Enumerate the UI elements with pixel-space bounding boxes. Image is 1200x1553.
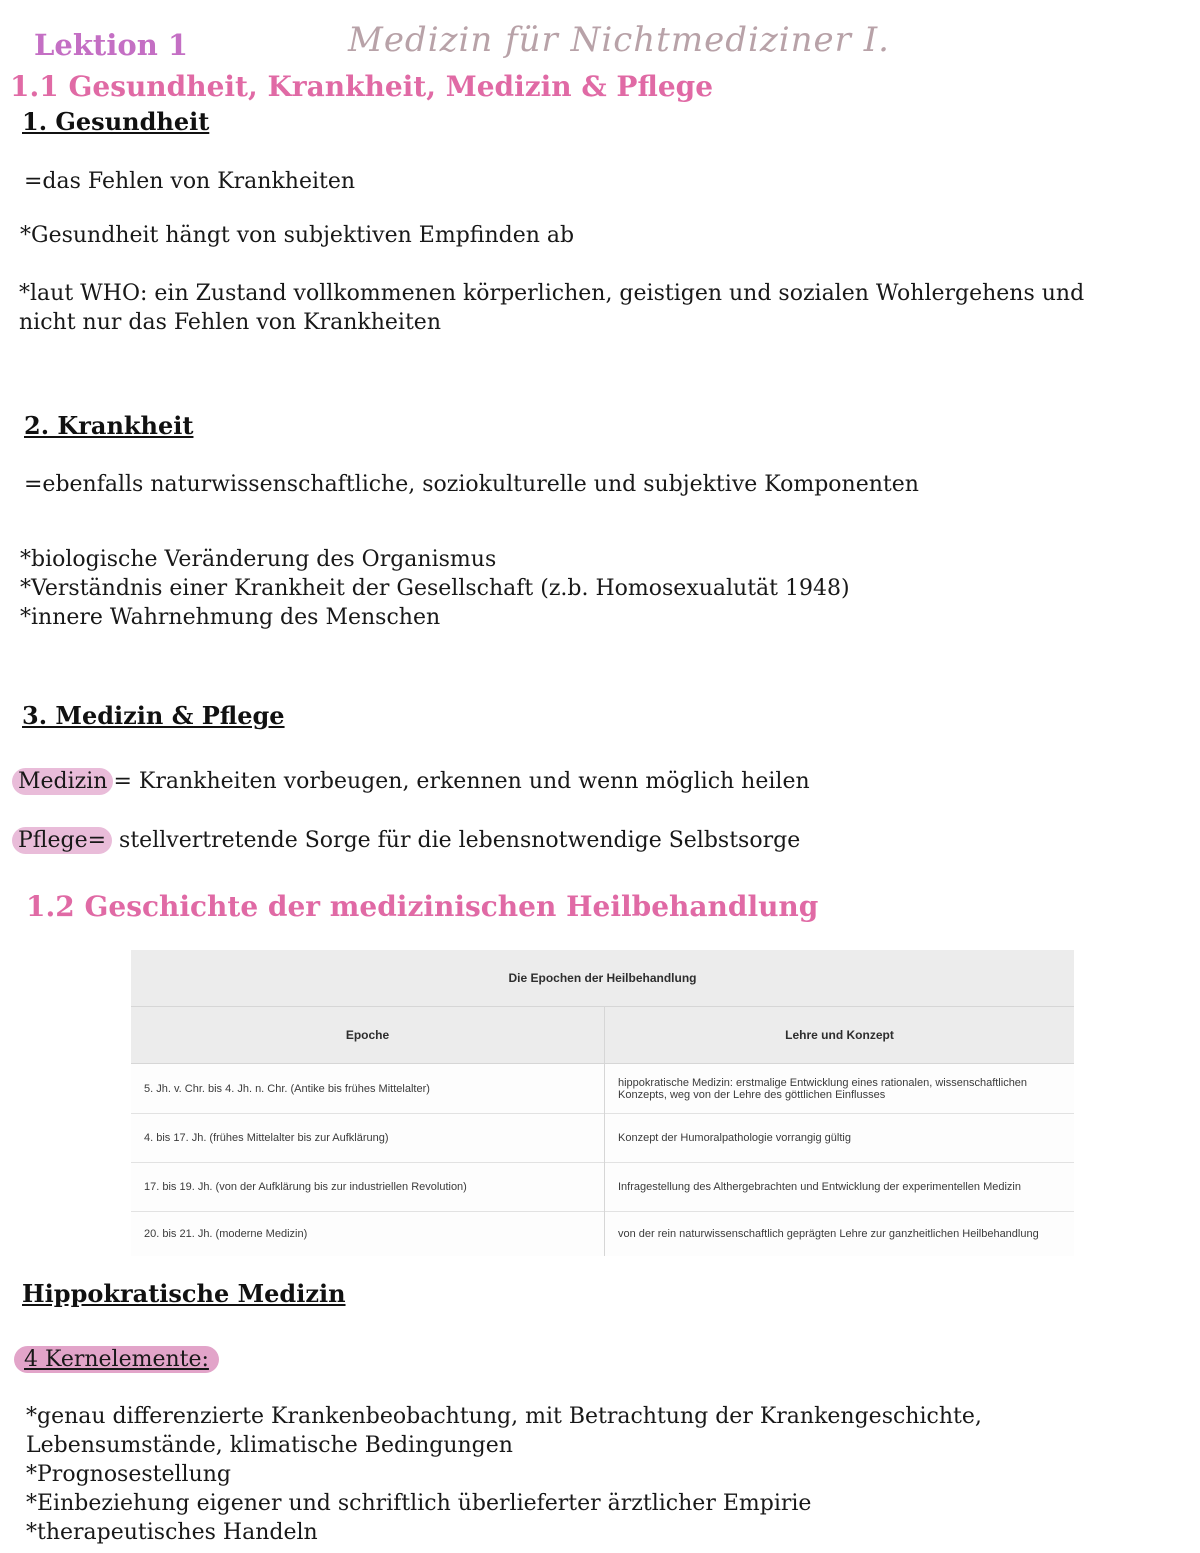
table-row	[131, 1212, 1074, 1256]
table-header-row	[131, 1007, 1074, 1064]
kernelemente-line	[14, 1345, 219, 1374]
hippokratische-heading: Hippokratische Medizin	[22, 1279, 346, 1308]
table-cell-epoche: 4. bis 17. Jh. (frühes Mittelalter bis zur Aufklärung)	[144, 1132, 389, 1144]
kernelement-item-4: *therapeutisches Handeln	[26, 1520, 318, 1545]
table-cell-lehre: hippokratische Medizin: erstmalige Entwicklung eines rationalen, wissenschaftlichen Konzepts, weg von der Lehre des göttlichen Einflusses	[618, 1076, 1028, 1101]
gesundheit-note-2: *laut WHO: ein Zustand vollkommenen körperlichen, geistigen und sozialen Wohlergehens und nicht nur das Fehlen von Krankheiten	[19, 281, 1085, 335]
table-cell-lehre: Konzept der Humoralpathologie vorrangig gültig	[618, 1132, 851, 1144]
kernelement-item-3: *Einbeziehung eigener und schriftlich überlieferter ärztlicher Empirie	[26, 1491, 812, 1516]
epochs-table	[131, 950, 1074, 1256]
table-cell-lehre: Infragestellung des Althergebrachten und Entwicklung der experimentellen Medizin	[618, 1181, 1021, 1193]
kernelemente-highlight: 4 Kernelemente:	[14, 1346, 219, 1373]
table-header-lehre: Lehre und Konzept	[785, 1028, 894, 1042]
kernelement-item-1: *genau differenzierte Krankenbeobachtung, mit Betrachtung der Krankengeschichte, Lebensumstände, klimatische Bedingungen	[26, 1404, 982, 1458]
pflege-highlight: Pflege=	[12, 827, 112, 854]
krankheit-item-2: *Verständnis einer Krankheit der Gesellschaft (z.b. Homosexualutät 1948)	[20, 576, 850, 601]
table-row	[131, 1163, 1074, 1212]
medizin-definition-line	[12, 767, 810, 796]
krankheit-heading: 2. Krankheit	[24, 411, 194, 440]
medizin-pflege-heading: 3. Medizin & Pflege	[22, 701, 285, 730]
gesundheit-heading: 1. Gesundheit	[22, 107, 210, 136]
gesundheit-note-1: *Gesundheit hängt von subjektiven Empfinden ab	[20, 223, 575, 248]
course-title: Medizin für Nichtmediziner I.	[348, 20, 890, 60]
table-cell-epoche: 5. Jh. v. Chr. bis 4. Jh. n. Chr. (Antike bis frühes Mittelalter)	[144, 1082, 430, 1095]
table-row	[131, 1114, 1074, 1163]
krankheit-definition: =ebenfalls naturwissenschaftliche, soziokulturelle und subjektive Komponenten	[24, 472, 919, 497]
krankheit-item-1: *biologische Veränderung des Organismus	[20, 547, 497, 572]
table-cell-epoche: 20. bis 21. Jh. (moderne Medizin)	[144, 1228, 308, 1240]
table-header-epoche: Epoche	[131, 1007, 605, 1063]
table-cell-lehre: von der rein naturwissenschaftlich geprägten Lehre zur ganzheitlichen Heilbehandlung	[618, 1228, 1039, 1240]
gesundheit-definition: =das Fehlen von Krankheiten	[24, 169, 356, 194]
medizin-definition: = Krankheiten vorbeugen, erkennen und wenn möglich heilen	[113, 769, 810, 794]
medizin-highlight: Medizin	[12, 768, 113, 795]
table-cell-epoche: 17. bis 19. Jh. (von der Aufklärung bis zur industriellen Revolution)	[144, 1181, 467, 1193]
section-heading-1-1: 1.1 Gesundheit, Krankheit, Medizin & Pflege	[10, 70, 714, 103]
pflege-definition: stellvertretende Sorge für die lebensnotwendige Selbstsorge	[112, 828, 801, 853]
kernelement-item-2: *Prognosestellung	[26, 1462, 232, 1487]
krankheit-item-3: *innere Wahrnehmung des Menschen	[20, 605, 441, 630]
table-column-divider	[604, 1063, 605, 1256]
pflege-definition-line	[12, 826, 800, 855]
section-heading-1-2: 1.2 Geschichte der medizinischen Heilbehandlung	[26, 890, 819, 923]
table-row	[131, 1064, 1074, 1114]
lesson-title: Lektion 1	[34, 28, 189, 62]
table-title: Die Epochen der Heilbehandlung	[131, 950, 1074, 1007]
